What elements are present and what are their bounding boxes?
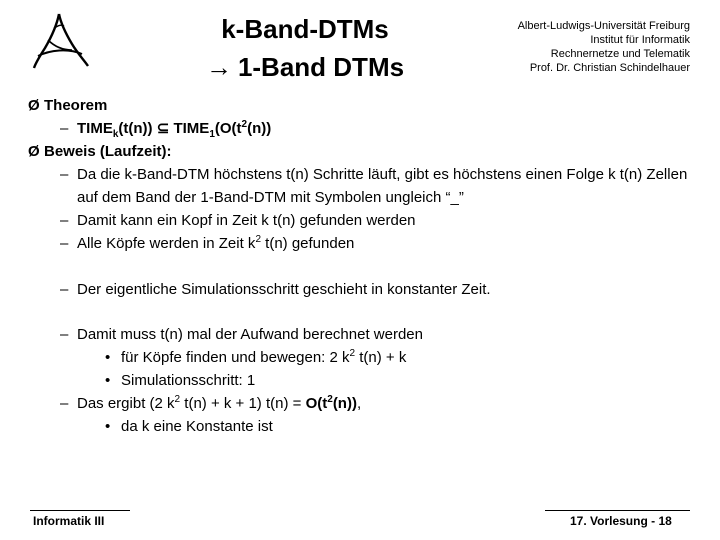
dash-bullet: – [60, 395, 69, 412]
footer-course: Informatik III [33, 514, 105, 528]
title-line-2: → 1-Band DTMs [205, 52, 405, 82]
arrow-bullet-icon: Ø [28, 143, 40, 160]
dash-bullet: – [60, 235, 69, 252]
university-logo-icon [28, 10, 90, 72]
affiliation-block [440, 19, 690, 75]
proof-item: – Damit muss t(n) mal der Aufwand berechnet werden [60, 323, 690, 346]
slide-title [170, 10, 440, 86]
affiliation-line: Institut für Informatik [590, 34, 690, 46]
affiliation-line: Rechnernetze und Telematik [550, 48, 690, 60]
proof-item: – Damit kann ein Kopf in Zeit k t(n) gefunden werden [60, 209, 690, 232]
dash-bullet: – [60, 281, 69, 298]
title-line-1: k-Band-DTMs [221, 14, 389, 44]
proof-item: – Da die k-Band-DTM höchstens t(n) Schritte läuft, gibt es höchstens einen Folge k t(n) Zellen auf dem Band der 1-Band-DTM mit Symbolen ungleich “_” [60, 163, 690, 209]
theorem-heading: Ø Theorem [28, 94, 107, 117]
proof-subitem: • da k eine Konstante ist [105, 415, 273, 438]
dot-bullet: • [105, 418, 111, 435]
proof-item: – Das ergibt (2 $k^2$ t(n) + k + 1) $t(n) = O(t^2(n))$, [60, 392, 690, 415]
subset-icon: ⊆ [156, 120, 170, 137]
dash-bullet: – [60, 120, 69, 137]
footer-lecture: 17. Vorlesung - 18 [570, 514, 672, 528]
dash-bullet: – [60, 326, 69, 343]
dash-bullet: – [60, 166, 69, 183]
theorem-statement: – $TIME_k(t(n))$ ⊆ $TIME_1(O(t^2(n))$ [60, 119, 272, 140]
arrow-bullet-icon: Ø [28, 97, 40, 114]
proof-item: – Alle Köpfe werden in Zeit $k^2$ t(n) gefunden [60, 232, 690, 255]
proof-subitem: • für Köpfe finden und bewegen: 2 $k^2$ t(n) + k [105, 346, 406, 369]
dash-bullet: – [60, 212, 69, 229]
dot-bullet: • [105, 372, 111, 389]
proof-item: – Der eigentliche Simulationsschritt geschieht in konstanter Zeit. [60, 278, 690, 301]
footer-rule-left [30, 510, 130, 511]
proof-heading: Ø Beweis (Laufzeit): [28, 140, 172, 163]
affiliation-line: Albert-Ludwigs-Universität Freiburg [517, 20, 690, 32]
footer-rule-right [545, 510, 690, 511]
dot-bullet: • [105, 349, 111, 366]
affiliation-line: Prof. Dr. Christian Schindelhauer [529, 62, 690, 74]
arrow-icon: → [205, 52, 232, 82]
proof-subitem: • Simulationsschritt: 1 [105, 369, 255, 392]
